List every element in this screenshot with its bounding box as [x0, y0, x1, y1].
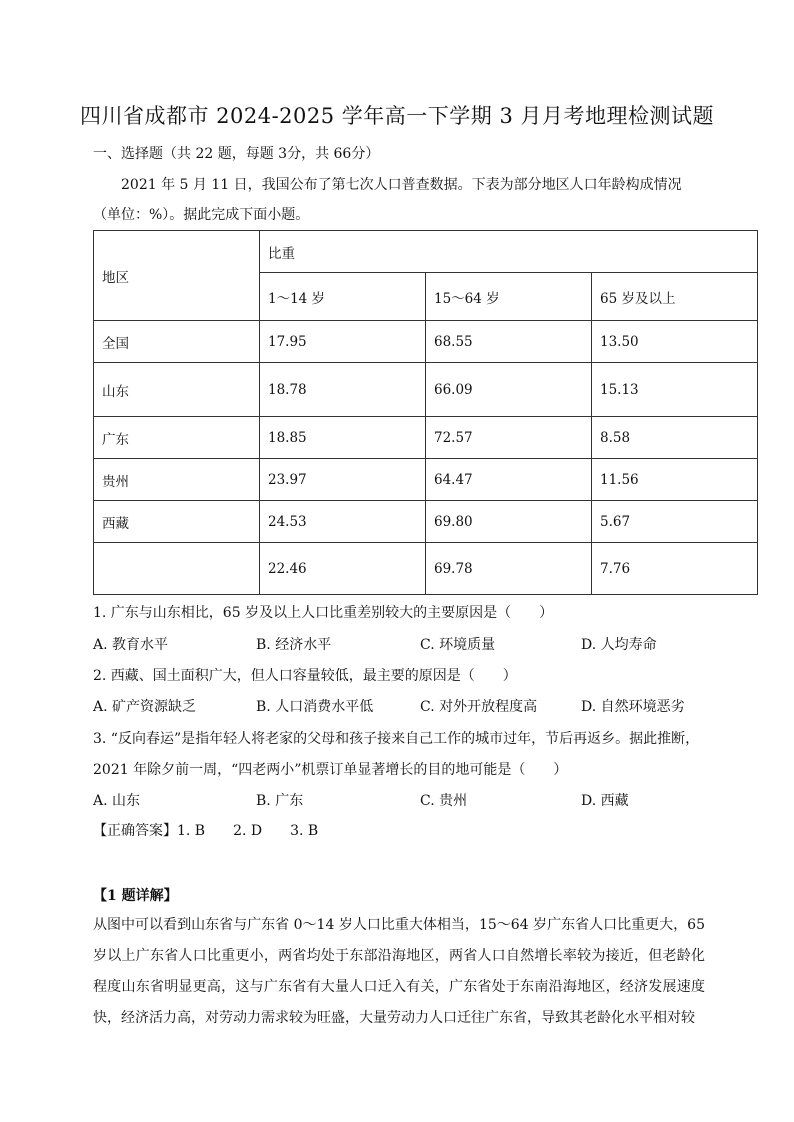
table-cell: 23.97: [260, 459, 426, 501]
table-cell: 11.56: [592, 459, 758, 501]
table-row: [94, 501, 758, 543]
table-row: [94, 417, 758, 459]
question-1-option-d: D. 人均寿命: [581, 637, 657, 653]
question-3-line-1: 3. “反向春运”是指年轻人将老家的父母和孩子接来自己工作的城市过年，节后再返乡。据此推断，: [93, 731, 700, 747]
table-cell-region: 山东: [94, 363, 260, 417]
question-2-option-b: B. 人口消费水平低: [256, 699, 374, 715]
question-1-option-b: B. 经济水平: [256, 637, 332, 653]
section-heading: 一、选择题（共 22 题，每题 3分，共 66分）: [93, 146, 380, 162]
table-cell: 68.55: [426, 321, 592, 363]
table-row: [94, 459, 758, 501]
table-row: [94, 321, 758, 363]
age-structure-table: [93, 230, 758, 595]
table-cell: 5.67: [592, 501, 758, 543]
table-cell: 69.78: [426, 543, 592, 595]
question-2-option-c: C. 对外开放程度高: [420, 699, 538, 715]
question-2: 2. 西藏、国土面积广大，但人口容量较低，最主要的原因是（ ）: [93, 668, 517, 684]
table-cell: 13.50: [592, 321, 758, 363]
table-header-region: 地区: [94, 231, 260, 321]
page-title: 四川省成都市 2024-2025 学年高一下学期 3 月月考地理检测试题: [79, 104, 715, 128]
table-cell: 69.80: [426, 501, 592, 543]
table-cell: 18.85: [260, 417, 426, 459]
question-3-option-a: A. 山东: [93, 793, 141, 809]
table-header-col-2: 15～64 岁: [426, 273, 592, 321]
table-row: [94, 363, 758, 417]
question-3-option-c: C. 贵州: [420, 793, 468, 809]
table-cell: 15.13: [592, 363, 758, 417]
table-header-col-1: 1～14 岁: [260, 273, 426, 321]
table-cell: 7.76: [592, 543, 758, 595]
table-cell: 8.58: [592, 417, 758, 459]
table-cell-region: 贵州: [94, 459, 260, 501]
table-cell: 72.57: [426, 417, 592, 459]
question-2-option-a: A. 矿产资源缺乏: [93, 699, 197, 715]
table-cell-region: [94, 543, 260, 595]
table-cell: 22.46: [260, 543, 426, 595]
question-1-option-a: A. 教育水平: [93, 637, 169, 653]
table-header-group: 比重: [260, 231, 758, 273]
question-3-line-2: 2021 年除夕前一周，“四老两小”机票订单显著增长的目的地可能是（ ）: [93, 762, 568, 778]
question-1: 1. 广东与山东相比，65 岁及以上人口比重差别较大的主要原因是（ ）: [93, 605, 554, 621]
question-3-option-b: B. 广东: [256, 793, 304, 809]
table-row: [94, 543, 758, 595]
table-cell-region: 广东: [94, 417, 260, 459]
table-cell: 64.47: [426, 459, 592, 501]
question-3-option-d: D. 西藏: [581, 793, 629, 809]
answer-key: 【正确答案】1. B 2. D 3. B: [93, 823, 319, 839]
table-cell: 66.09: [426, 363, 592, 417]
intro-paragraph: 2021 年 5 月 11 日，我国公布了第七次人口普查数据。下表为部分地区人口年龄构成情况（单位：%）。据此完成下面小题。: [93, 177, 682, 223]
table-header-col-3: 65 岁及以上: [592, 273, 758, 321]
table-cell: 18.78: [260, 363, 426, 417]
detail-paragraph: 从图中可以看到山东省与广东省 0～14 岁人口比重大体相当，15～64 岁广东省人口比重更大，65 岁以上广东省人口比重更小，两省均处于东部沿海地区，两省人口自然增长率较为接近，但老龄化程度山东省明显更高，这与广东省有大量人口迁入有关，广东省处于东南沿海地区，经济发展速度快，经济活力高，对劳动力需求较为旺盛，大量劳动力人口迁往广东省，导致其老龄化水平相对较: [93, 917, 705, 1026]
table-cell-region: 全国: [94, 321, 260, 363]
table-cell-region: 西藏: [94, 501, 260, 543]
question-2-option-d: D. 自然环境恶劣: [581, 699, 685, 715]
table-cell: 17.95: [260, 321, 426, 363]
detail-heading: 【1 题详解】: [93, 888, 178, 904]
question-1-option-c: C. 环境质量: [420, 637, 496, 653]
table-cell: 24.53: [260, 501, 426, 543]
